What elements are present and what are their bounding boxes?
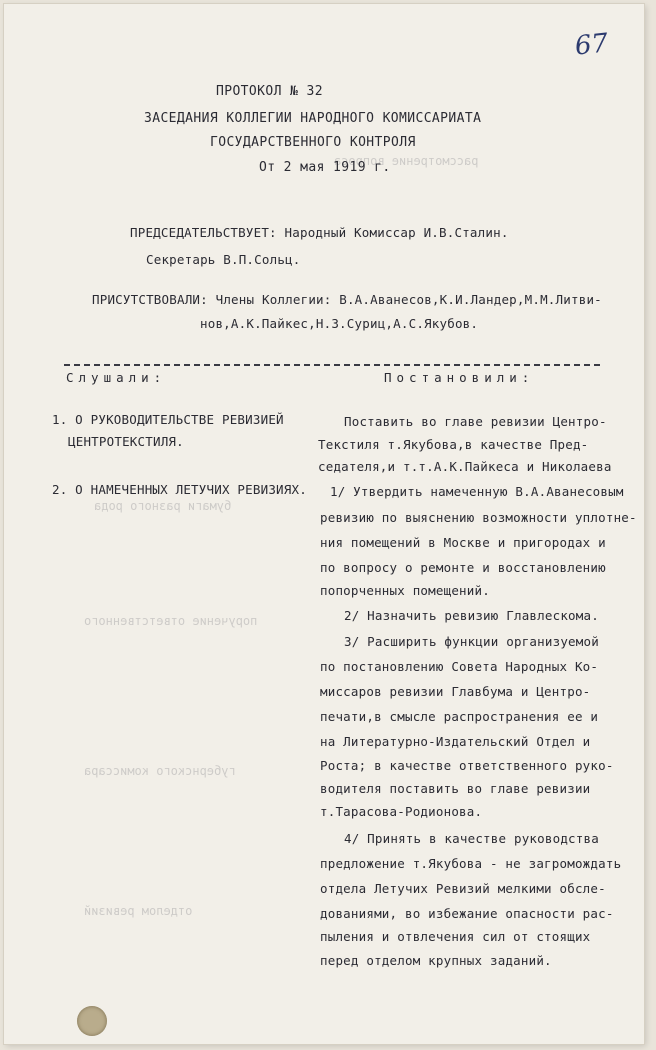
resolution-line: ния помещений в Москве и пригородах и — [320, 535, 606, 550]
resolution-line: дованиями, во избежание опасности рас- — [320, 906, 614, 921]
show-through-text: рассмотрение вопроса — [334, 154, 479, 168]
resolution-line: Роста; в качестве ответственного руко- — [320, 758, 614, 773]
resolution-line: водителя поставить во главе ревизии — [320, 781, 591, 796]
resolution-line: Текстиля т.Якубова,в качестве Пред- — [318, 437, 589, 452]
resolution-line: попорченных помещений. — [320, 583, 490, 598]
resolution-line: по вопросу о ремонте и восстановлению — [320, 560, 606, 575]
resolution-line: 4/ Принять в качестве руководства — [344, 831, 599, 846]
resolution-line: предложение т.Якубова - не загромождать — [320, 856, 622, 871]
heard-item-1-cont: ЦЕНТРОТЕКСТИЛЯ. — [68, 434, 184, 449]
resolution-line: миссаров ревизии Главбума и Центро- — [320, 684, 591, 699]
resolution-line: 2/ Назначить ревизию Главлескома. — [344, 608, 599, 623]
resolution-line: ревизию по выяснению возможности уплотне- — [320, 510, 637, 525]
column-divider-line — [64, 364, 600, 366]
heard-item-2: 2. О НАМЕЧЕННЫХ ЛЕТУЧИХ РЕВИЗИЯХ. — [52, 482, 307, 497]
protocol-subtitle-2: ГОСУДАРСТВЕННОГО КОНТРОЛЯ — [210, 135, 416, 150]
chairman-line: ПРЕДСЕДАТЕЛЬСТВУЕТ: Народный Комиссар И.В.Сталин. — [130, 225, 509, 240]
resolution-line: седателя,и т.т.А.К.Пайкеса и Николаева — [318, 459, 612, 474]
heard-column-header: Слушали: — [66, 370, 167, 385]
attendees-line-2: нов,А.К.Пайкес,Н.З.Суриц,А.С.Якубов. — [200, 316, 479, 331]
resolution-line: пыления и отвлечения сил от стоящих — [320, 929, 591, 944]
resolution-line: т.Тарасова-Родионова. — [320, 804, 483, 819]
show-through-text: отделом ревизий — [84, 904, 193, 918]
resolution-line: перед отделом крупных заданий. — [320, 953, 552, 968]
protocol-date: От 2 мая 1919 г. — [259, 160, 391, 175]
secretary-line: Секретарь В.П.Сольц. — [146, 252, 301, 267]
attendees-line-1: ПРИСУТСТВОВАЛИ: Члены Коллегии: В.А.Аванесов,К.И.Ландер,М.М.Литви- — [92, 292, 602, 307]
show-through-text: поручение ответственного — [84, 614, 258, 628]
punch-hole — [77, 1006, 107, 1036]
show-through-text: губернского комиссара — [84, 764, 236, 778]
document-page — [4, 4, 644, 1044]
resolved-column-header: Постановили: — [384, 370, 535, 385]
resolution-line: на Литературно-Издательский Отдел и — [320, 734, 591, 749]
heard-item-1: 1. О РУКОВОДИТЕЛЬСТВЕ РЕВИЗИЕЙ — [52, 412, 284, 427]
resolution-line: отдела Летучих Ревизий мелкими обсле- — [320, 881, 606, 896]
protocol-title: ПРОТОКОЛ № 32 — [216, 84, 323, 99]
resolution-line: 1/ Утвердить намеченную В.А.Аванесовым — [330, 484, 624, 499]
resolution-line: Поставить во главе ревизии Центро- — [344, 414, 607, 429]
resolution-line: печати,в смысле распространения ее и — [320, 709, 599, 724]
resolution-line: по постановлению Совета Народных Ко- — [320, 659, 599, 674]
protocol-subtitle: ЗАСЕДАНИЯ КОЛЛЕГИИ НАРОДНОГО КОМИССАРИАТА — [144, 111, 482, 126]
show-through-text: бумаги разного рода — [94, 499, 232, 513]
resolution-line: 3/ Расширить функции организуемой — [344, 634, 599, 649]
folio-number: 67 — [573, 28, 610, 62]
